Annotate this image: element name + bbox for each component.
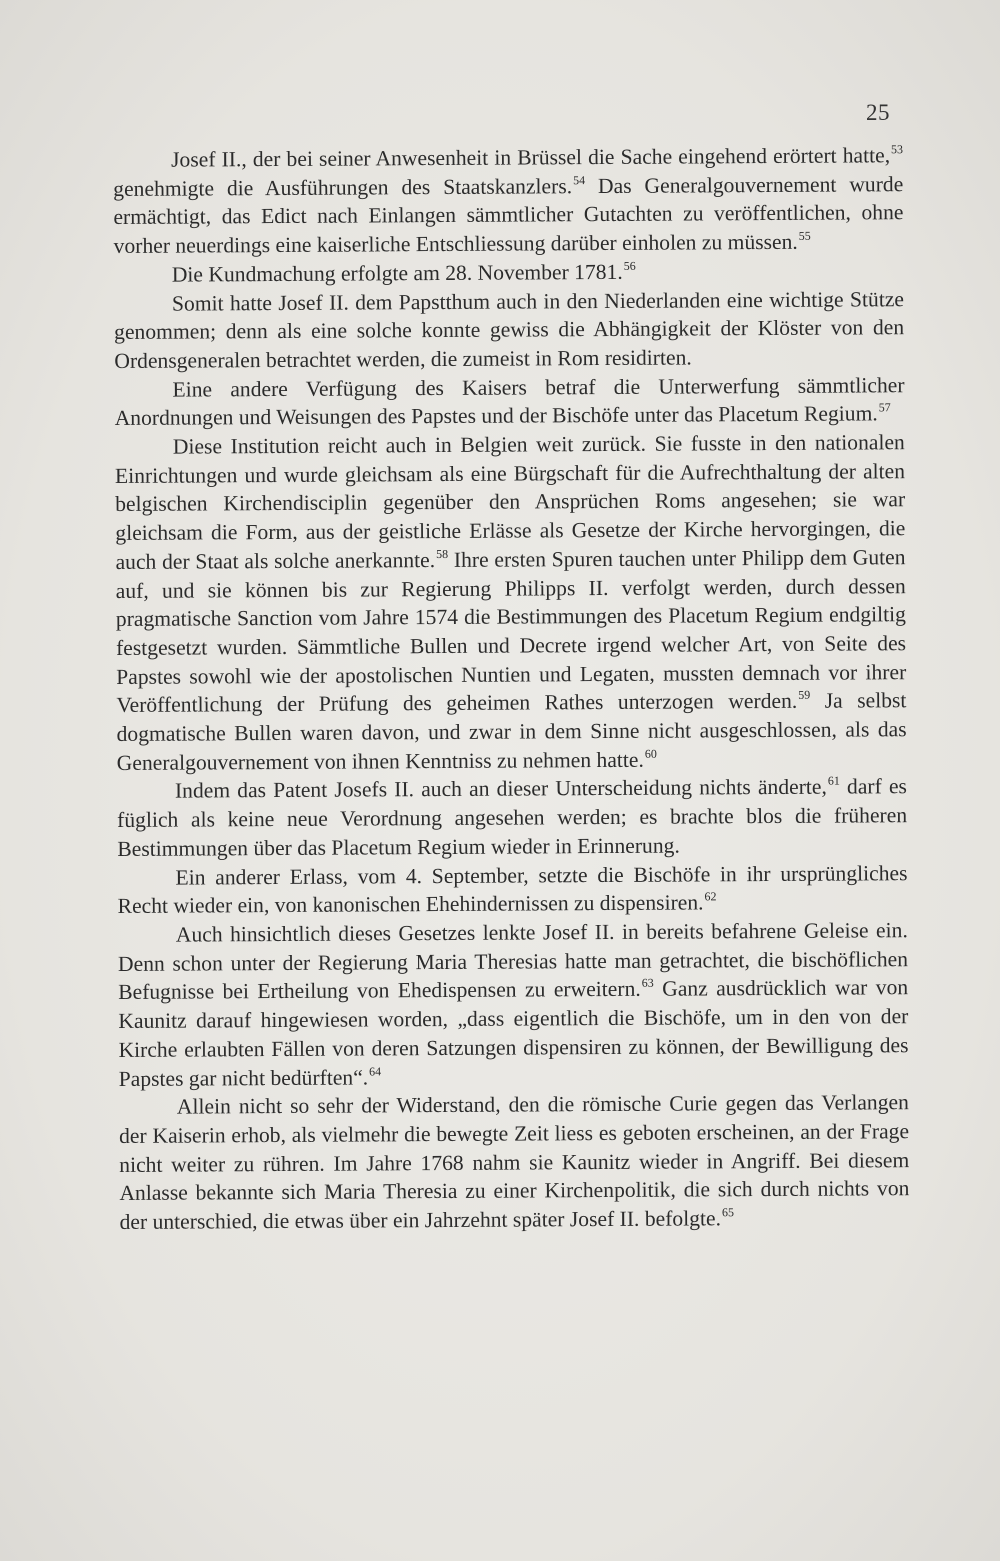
footnote-marker: 64 — [369, 1063, 382, 1078]
text-run: Indem das Patent Josefs II. auch an dieser Unterscheidung nichts änderte, — [174, 775, 827, 804]
footnote-marker: 57 — [878, 400, 891, 415]
footnote-marker: 55 — [798, 228, 811, 243]
text-run: Auch hinsichtlich dieses Gesetzes lenkte Josef II. in bereits befahrene Geleise ein. Denn schon unter der Regierung Maria Theresias hatte man getrachtet, die bischöflichen Befugnisse bei Ertheilung von Ehedispensen zu erweitern. — [117, 918, 909, 1005]
text-run: Ganz ausdrücklich war von Kaunitz darauf hingewiesen worden, „dass eigentlich die Bischöfe, um in den von der Kirche erlaubten Fällen von deren Satzungen dispensiren zu können, der Bewilligung des Papstes gar nicht bedürften“. — [118, 975, 909, 1091]
paragraph — [117, 859, 907, 921]
paragraph — [119, 1088, 910, 1236]
footnote-marker: 59 — [798, 688, 811, 703]
text-run: Ihre ersten Spuren tauchen unter Philipp dem Guten auf, und sie können bis zur Regierung Philipps II. verfolgt werden, durch dessen pragmatische Sanction vom Jahre 1574 die Bestimmungen des Placetum Regium endgiltig festgesetzt wurden. Sämmtliche Bullen und Decrete irgend welcher Art, von Seite des Papstes sowohl wie der apostolischen Nuntien und Legaten, mussten demnach vor ihrer Veröffentlichung der Prüfung des geheimen Rathes unterzogen werden. — [115, 545, 907, 718]
footnote-marker: 62 — [704, 889, 717, 904]
footnote-marker: 54 — [573, 172, 586, 187]
text-run: Ein anderer Erlass, vom 4. September, setzte die Bischöfe in ihr ursprüngliches Recht wieder ein, von kanonischen Ehehindernissen zu dispensiren. — [117, 860, 908, 919]
text-run: Somit hatte Josef II. dem Papstthum auch in den Niederlanden eine wichtige Stütze genommen; denn als eine solche konnte gewiss die Abhängigkeit der Klöster von den Ordensgeneralen betrachtet werden, die zumeist in Rom residirten. — [114, 286, 905, 373]
page-number: 25 — [866, 100, 890, 125]
footnote-marker: 65 — [721, 1205, 734, 1220]
text-run: Diese Institution reicht auch in Belgien weit zurück. Sie fusste in den nationalen Einrichtungen und wurde gleichsam als eine Bürgschaft für die Aufrechthaltung der alten belgischen Kirchendisciplin gegenüber den Ansprüchen Roms angesehen; sie war gleichsam die Form, aus der geistliche Erlässe als Gesetze der Kirche hervorgingen, die auch der Staat als solche anerkannte. — [114, 430, 906, 574]
paragraph — [113, 141, 904, 261]
text-run: Ja selbst dogmatische Bullen waren davon, und zwar in dem Sinne nicht ausgeschlossen, als das Generalgouvernement von ihnen Kenntniss zu nehmen hatte. — [116, 688, 907, 775]
body-text — [113, 141, 910, 1237]
paragraph — [117, 773, 908, 864]
footnote-marker: 61 — [827, 774, 840, 789]
text-run: Eine andere Verfügung des Kaisers betraf die Unterwerfung sämmtlicher Anordnungen und Weisungen des Papstes und der Bischöfe unter das Placetum Regium. — [114, 372, 905, 431]
text-run: Die Kundmachung erfolgte am 28. November 1781. — [171, 259, 623, 287]
paragraph — [114, 371, 904, 433]
paragraph — [115, 428, 907, 777]
paragraph — [114, 285, 905, 376]
text-run: darf es füglich als keine neue Verordnung angesehen werden; es brachte blos die früheren Bestimmungen über das Placetum Regium wieder in Erinnerung. — [117, 774, 908, 861]
text-run: Allein nicht so sehr der Widerstand, den die römische Curie gegen das Verlangen der Kaiserin erhob, als vielmehr die bewegte Zeit liess es geboten erscheinen, an der Frage nicht weiter zu rühren. Im Jahre 1768 nahm sie Kaunitz wieder in Angriff. Bei diesem Anlasse bekannte sich Maria Theresia zu einer Kirchenpolitik, die sich durch nichts von der unterschied, die etwas über ein Jahrzehnt später Josef II. befolgte. — [118, 1090, 910, 1234]
text-run: Josef II., der bei seiner Anwesenheit in Brüssel die Sache eingehend erörtert hatte, — [171, 143, 891, 172]
footnote-marker: 60 — [644, 746, 657, 761]
paragraph — [118, 916, 909, 1093]
footnote-marker: 58 — [436, 546, 449, 561]
footnote-marker: 53 — [890, 142, 904, 157]
footnote-marker: 63 — [641, 976, 654, 991]
footnote-marker: 56 — [623, 258, 636, 273]
text-run: genehmigte die Ausführungen des Staatskanzlers. — [113, 173, 573, 201]
text-run: Das Generalgouvernement wurde ermächtigt, das Edict nach Einlangen sämmtlicher Gutachten zu veröffentlichen, ohne vorher neuerdings eine kaiserliche Entschliessung darüber einholen zu müssen. — [113, 171, 904, 259]
